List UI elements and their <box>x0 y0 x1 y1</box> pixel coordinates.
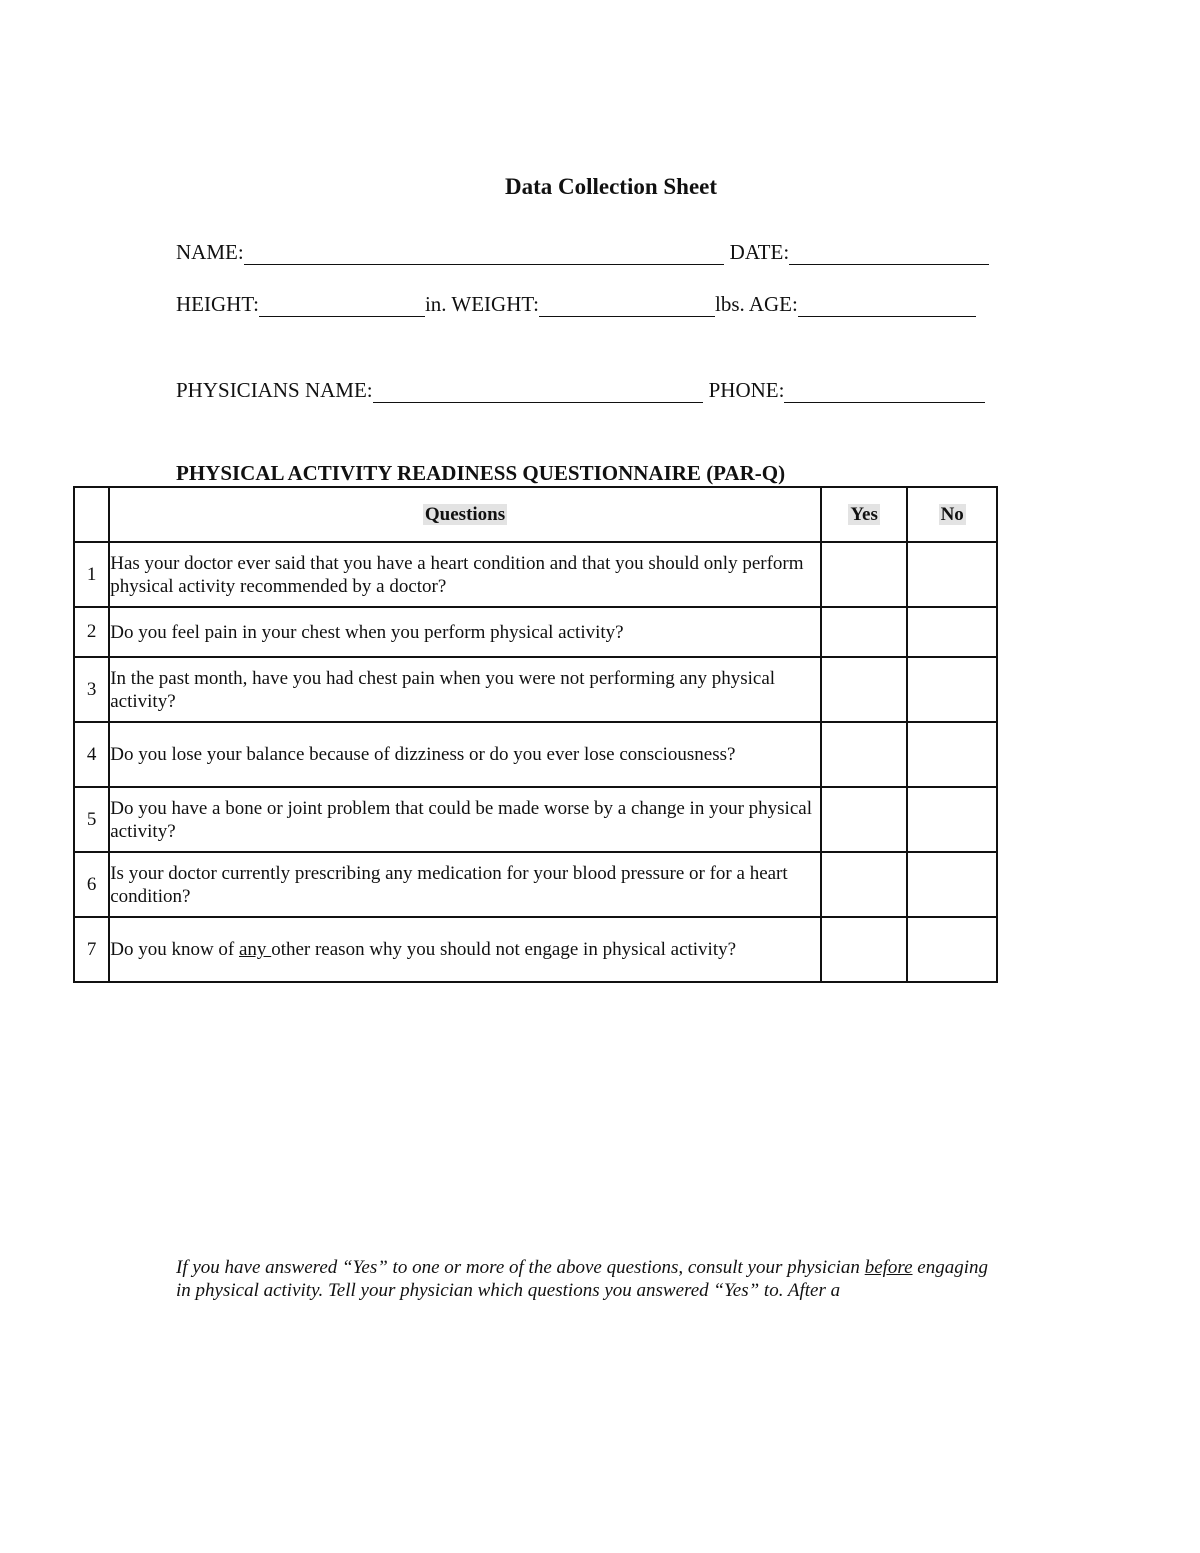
yes-cell[interactable] <box>821 657 908 722</box>
footer-note <box>176 1256 996 1302</box>
physician-phone-line <box>176 378 985 403</box>
table-row <box>74 657 997 722</box>
physicians-name-field[interactable] <box>373 384 703 403</box>
footer-text: If you have answered “Yes” to one or more of the above questions, consult your physician <box>176 1257 865 1278</box>
physicians-name-label: PHYSICIANS NAME: <box>176 378 373 402</box>
question-number: 7 <box>74 917 109 982</box>
parq-table <box>73 486 998 983</box>
question-number: 5 <box>74 787 109 852</box>
table-row <box>74 917 997 982</box>
question-number: 3 <box>74 657 109 722</box>
date-field[interactable] <box>789 246 989 265</box>
footer-text: engaging in physical activity. Tell your physician which questions you answered “Yes” to. After a <box>176 1257 988 1301</box>
page-title: Data Collection Sheet <box>504 174 718 199</box>
date-label: DATE: <box>729 240 790 264</box>
question-text: Has your doctor ever said that you have a heart condition and that you should only perform physical activity recommended by a doctor? <box>109 542 821 607</box>
yes-header-label: Yes <box>850 503 878 525</box>
height-field[interactable] <box>259 298 425 317</box>
questions-header <box>109 487 821 542</box>
no-cell[interactable] <box>907 657 997 722</box>
yes-cell[interactable] <box>821 722 908 787</box>
yes-cell[interactable] <box>821 542 908 607</box>
no-header-label: No <box>940 503 964 525</box>
yes-cell[interactable] <box>821 917 908 982</box>
question-text <box>109 917 821 982</box>
question-text: Do you have a bone or joint problem that could be made worse by a change in your physical activity? <box>109 787 821 852</box>
age-field[interactable] <box>798 298 976 317</box>
question-text: In the past month, have you had chest pain when you were not performing any physical activity? <box>109 657 821 722</box>
question-text-emphasis: any <box>239 939 272 960</box>
no-header <box>907 487 997 542</box>
yes-cell[interactable] <box>821 607 908 657</box>
parq-heading: PHYSICAL ACTIVITY READINESS QUESTIONNAIRE (PAR-Q) <box>176 461 786 485</box>
height-label: HEIGHT: <box>176 292 259 316</box>
questions-header-label: Questions <box>424 503 506 525</box>
table-row <box>74 787 997 852</box>
question-number: 4 <box>74 722 109 787</box>
table-row <box>74 607 997 657</box>
yes-header <box>821 487 908 542</box>
question-text: Do you lose your balance because of dizziness or do you ever lose consciousness? <box>109 722 821 787</box>
phone-field[interactable] <box>784 384 985 403</box>
question-text-part: other reason why you should not engage in physical activity? <box>271 939 737 960</box>
question-text: Is your doctor currently prescribing any medication for your blood pressure or for a heart condition? <box>109 852 821 917</box>
no-cell[interactable] <box>907 787 997 852</box>
no-cell[interactable] <box>907 722 997 787</box>
no-cell[interactable] <box>907 917 997 982</box>
weight-field[interactable] <box>539 298 715 317</box>
question-number: 1 <box>74 542 109 607</box>
yes-cell[interactable] <box>821 852 908 917</box>
weight-label: in. WEIGHT: <box>424 292 539 316</box>
table-header-row <box>74 487 997 542</box>
question-text-part: Do you know of <box>110 939 239 960</box>
name-date-line <box>176 240 989 265</box>
question-text: Do you feel pain in your chest when you perform physical activity? <box>109 607 821 657</box>
table-row <box>74 852 997 917</box>
height-weight-age-line <box>176 292 976 317</box>
phone-label: PHONE: <box>708 378 785 402</box>
no-cell[interactable] <box>907 542 997 607</box>
yes-cell[interactable] <box>821 787 908 852</box>
name-field[interactable] <box>244 246 724 265</box>
no-cell[interactable] <box>907 852 997 917</box>
question-number: 2 <box>74 607 109 657</box>
no-cell[interactable] <box>907 607 997 657</box>
table-row <box>74 542 997 607</box>
footer-emphasis: before <box>864 1257 913 1278</box>
number-header <box>74 487 109 542</box>
table-row <box>74 722 997 787</box>
question-number: 6 <box>74 852 109 917</box>
age-label: lbs. AGE: <box>714 292 798 316</box>
name-label: NAME: <box>176 240 244 264</box>
